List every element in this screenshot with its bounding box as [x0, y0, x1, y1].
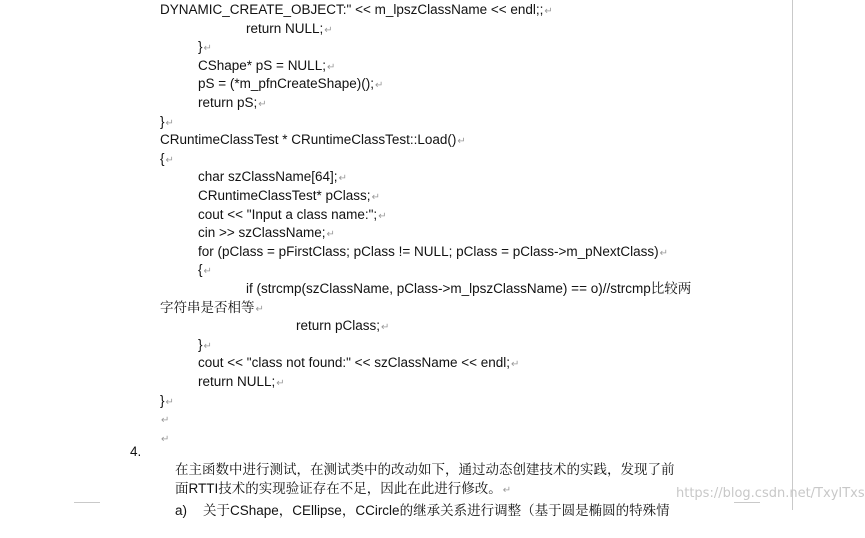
- paragraph-text: 在主函数中进行测试，在测试类中的改动如下，通过动态创建技术的实践，发现了前: [175, 462, 675, 477]
- paragraph-mark-icon: ↵: [371, 192, 380, 203]
- code-text: cin >> szClassName;: [198, 225, 326, 240]
- code-line: [296, 317, 389, 335]
- code-line: [160, 1, 553, 19]
- code-line: [160, 131, 466, 149]
- code-text: if (strcmp(szClassName, pClass->m_lpszClassName) == o)//strcmp比较两: [246, 281, 692, 296]
- code-line: [198, 373, 285, 391]
- paragraph-mark-icon: ↵: [502, 485, 512, 496]
- paragraph-mark-icon: ↵: [378, 211, 387, 222]
- code-line: [198, 336, 212, 354]
- watermark: https://blog.csdn.net/TxyITxs: [676, 486, 865, 501]
- paragraph-mark-icon: ↵: [324, 25, 333, 36]
- paragraph-mark-icon: ↵: [326, 229, 335, 240]
- code-text: cout << "class not found:" << szClassName << endl;: [198, 355, 511, 370]
- sub-item-text-line: [188, 484, 670, 518]
- paragraph-mark-icon: ↵: [457, 136, 466, 147]
- code-line: [198, 206, 387, 224]
- paragraph-mark-icon: ↵: [161, 434, 170, 445]
- code-text: }: [160, 114, 165, 129]
- paragraph-mark-icon: ↵: [659, 248, 669, 259]
- code-text: }: [160, 393, 165, 408]
- paragraph-mark-icon: ↵: [338, 173, 347, 184]
- code-text: return pS;: [198, 95, 258, 110]
- code-line: [198, 354, 519, 372]
- paragraph-mark-icon: ↵: [374, 80, 384, 91]
- paragraph-mark-icon: ↵: [161, 415, 170, 426]
- code-line: [160, 113, 174, 131]
- paragraph-mark-icon: ↵: [255, 304, 264, 315]
- code-text: DYNAMIC_CREATE_OBJECT:" << m_lpszClassName << endl;;: [160, 2, 544, 17]
- sub-item-a: [160, 484, 188, 518]
- code-text: char szClassName[64];: [198, 169, 338, 184]
- code-line: [246, 20, 333, 38]
- page-corner-mark-left: [74, 502, 100, 503]
- sub-item-label: a): [175, 503, 188, 518]
- code-text: for (pClass = pFirstClass; pClass != NULL; pClass = pClass->m_pNextClass): [198, 244, 659, 259]
- code-line: [198, 224, 335, 242]
- paragraph-mark-icon: ↵: [544, 6, 553, 17]
- code-text: CRuntimeClassTest * CRuntimeClassTest::Load(): [160, 132, 457, 147]
- list-number: 4.: [130, 444, 142, 459]
- paragraph-text: 面RTTI技术的实现验证存在不足，因此在此进行修改。: [175, 481, 502, 496]
- code-line: [246, 280, 691, 298]
- paragraph-mark-icon: ↵: [203, 43, 212, 54]
- code-line: [198, 261, 212, 279]
- code-text: }: [198, 337, 203, 352]
- paragraph-mark-icon: ↵: [165, 155, 174, 166]
- code-line: [198, 168, 347, 186]
- code-text: {: [160, 151, 165, 166]
- code-line: [160, 299, 264, 317]
- code-line: [198, 187, 380, 205]
- paragraph-mark-icon: ↵: [165, 397, 174, 408]
- code-text: return NULL;: [246, 21, 324, 36]
- paragraph-mark-icon: ↵: [381, 322, 390, 333]
- code-text: {: [198, 262, 203, 277]
- paragraph-mark-icon: ↵: [326, 62, 336, 73]
- page-corner-mark-right: [734, 502, 760, 503]
- paragraph-line-2: [160, 462, 512, 496]
- paragraph-line-1: [160, 443, 675, 477]
- code-text: return pClass;: [296, 318, 381, 333]
- code-text: cout << "Input a class name:";: [198, 207, 378, 222]
- code-text: 字符串是否相等: [160, 300, 255, 315]
- page-right-edge: [792, 0, 793, 510]
- code-line: [198, 243, 668, 261]
- code-line: [160, 410, 169, 428]
- code-line: [160, 150, 174, 168]
- paragraph-mark-icon: ↵: [258, 99, 267, 110]
- code-text: pS = (*m_pfnCreateShape)();: [198, 76, 374, 91]
- code-line: [160, 392, 174, 410]
- paragraph-mark-icon: ↵: [203, 266, 212, 277]
- code-text: CShape* pS = NULL;: [198, 58, 326, 73]
- paragraph-mark-icon: ↵: [203, 341, 212, 352]
- code-text: return NULL;: [198, 374, 276, 389]
- code-text: CRuntimeClassTest* pClass;: [198, 188, 371, 203]
- paragraph-mark-icon: ↵: [511, 359, 520, 370]
- code-line: [198, 75, 383, 93]
- code-text: }: [198, 39, 203, 54]
- code-line: [198, 57, 335, 75]
- paragraph-mark-icon: ↵: [165, 118, 174, 129]
- paragraph-mark-icon: ↵: [276, 378, 285, 389]
- code-line: [198, 94, 267, 112]
- sub-item-text: 关于CShape，CEllipse，CCircle的继承关系进行调整（基于圆是椭圆的特殊情: [203, 503, 670, 518]
- code-line: [198, 38, 212, 56]
